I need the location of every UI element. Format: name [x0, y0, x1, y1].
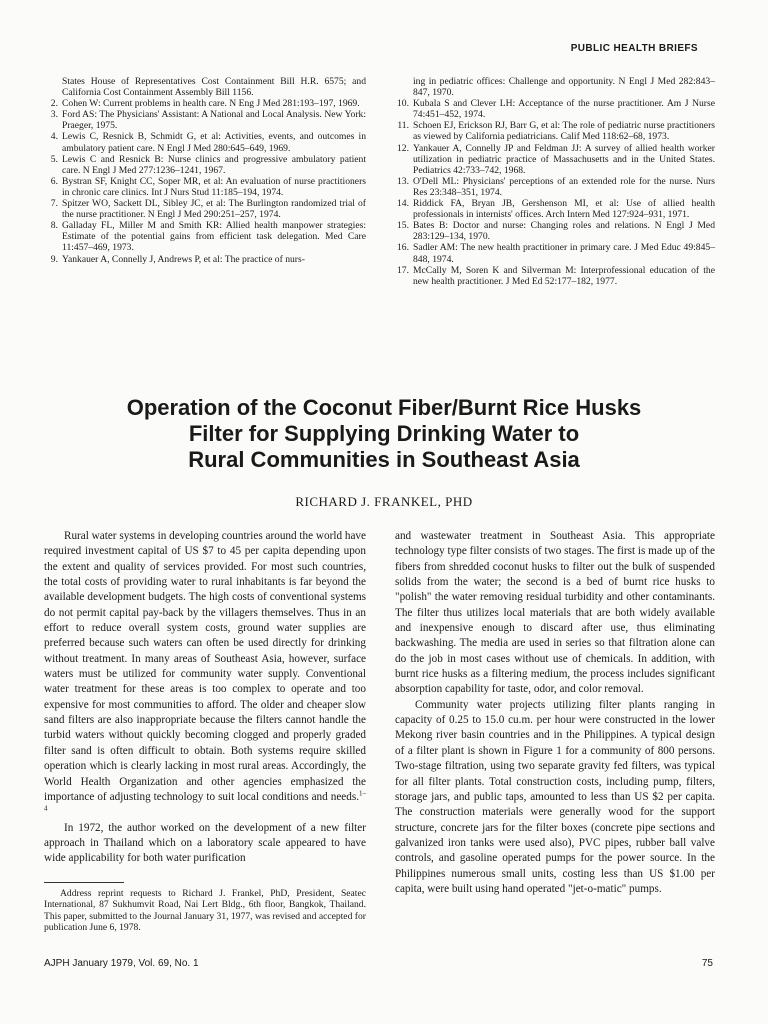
running-head: PUBLIC HEALTH BRIEFS — [570, 43, 698, 54]
reference-text: Ford AS: The Physicians' Assistant: A National and Local Analysis. New York: Praeger, 1975. — [62, 109, 366, 132]
reference-item — [44, 76, 366, 98]
reference-number: 6. — [50, 175, 58, 187]
reference-text: O'Dell ML: Physicians' perceptions of an extended role for the nurse. Nurs Res 23:348–351, 1974. — [413, 175, 715, 198]
reference-text: Yankauer A, Connelly JP and Feldman JJ: A survey of allied health worker utilization in pediatric practice of Massachusetts and in the United States. Pediatrics 42:733–742, 1968. — [413, 142, 715, 176]
reference-text: Cohen W: Current problems in health care. N Eng J Med 281:193–197, 1969. — [62, 98, 360, 110]
reference-number: 15. — [397, 220, 409, 232]
reference-text: Spitzer WO, Sackett DL, Sibley JC, et al: The Burlington randomized trial of the nurse practitioner. N Engl J Med 290:251–257, 1974. — [62, 198, 366, 221]
reference-item — [395, 198, 715, 220]
body-paragraph: In 1972, the author worked on the development of a new filter approach in Thailand which on a laboratory scale appeared to have wide applicability for both water purification — [44, 821, 366, 865]
reference-number: 11. — [397, 120, 409, 132]
body-paragraph: and wastewater treatment in Southeast Asia. This appropriate technology type filter consists of two stages. The first is made up of the fibers from shredded coconut husks to filter out the bulk of suspended solids from the water; the second is a bed of burnt rice husks to "polish" the water removing residual turbidity and other contaminants. The filter thus utilizes local materials that are both widely available and inexpensive enough to discard after use, thus eliminating backwashing. The media are used in series so that filtration alone can do the job in most cases without use of chemicals. In addition, with burnt rice husks as a filtering medium, the process includes significant absorption capability for taste, odor, and color removal. — [395, 530, 715, 696]
reference-number: 8. — [50, 220, 58, 232]
reference-text: Galladay FL, Miller M and Smith KR: Allied health manpower strategies: Estimate of the potential gains from efficient task delegation. Med Care 11:457–469, 1973. — [62, 220, 366, 254]
reference-number: 4. — [50, 131, 58, 143]
reference-number: 10. — [397, 98, 409, 110]
reference-item — [395, 76, 715, 98]
paragraph-text: Rural water systems in developing countries around the world have required investment capital of US $7 to 45 per capita depending upon the extent and quality of services provided. For most such countries, the total costs of providing water to rural inhabitants is far beyond the available development budgets. The high costs of conventional systems do not permit capital pay-back by the villagers themselves. Thus in an effort to reduce overall system costs, ground water supplies are preferred because such waters can often be used directly for drinking without treatment. In many areas of Southeast Asia, however, surface waters must be utilized for community water supply. Conventional water treatment for these areas is too complex to operate and too expensive for most communities to afford. The older and cheaper slow sand filters are also inappropriate because the filters cannot handle the turbid waters without quickly becoming clogged and properly graded filter sand is often difficult to obtain. Both systems require skilled operation which is clearly lacking in most rural areas. Accordingly, the World Health Organization and other agencies emphasized the importance of adjusting technology to suit local conditions and needs. — [44, 530, 366, 803]
reference-text: Bystran SF, Knight CC, Soper MR, et al: An evaluation of nurse practitioners in chronic care clinics. Int J Nurs Stud 11:185–194, 1974. — [62, 175, 366, 198]
reference-item — [395, 242, 715, 264]
citation-superscript: 1–4 — [44, 789, 366, 813]
article-title-line: Rural Communities in Southeast Asia — [188, 447, 580, 472]
reference-item — [44, 176, 366, 198]
reference-item — [395, 176, 715, 198]
references-left-column — [44, 76, 366, 265]
article-title — [70, 395, 698, 473]
reference-number: 12. — [397, 142, 409, 154]
body-paragraph — [44, 529, 366, 821]
body-column-right — [395, 529, 715, 897]
page-number: 75 — [701, 958, 713, 969]
body-column-left — [44, 529, 366, 867]
reference-item — [44, 98, 366, 109]
reference-text: Bates B: Doctor and nurse: Changing roles and relations. N Engl J Med 283:129–134, 1970. — [413, 220, 715, 243]
reference-number: 13. — [397, 175, 409, 187]
reference-item — [44, 198, 366, 220]
reference-item — [395, 265, 715, 287]
journal-citation: AJPH January 1979, Vol. 69, No. 1 — [44, 958, 199, 969]
reference-text: Sadler AM: The new health practitioner in primary care. J Med Educ 49:845–848, 1974. — [413, 242, 715, 265]
reference-number: 9. — [50, 253, 58, 265]
reference-text: Kubala S and Clever LH: Acceptance of the nurse practitioner. Am J Nurse 74:451–452, 1974. — [413, 98, 715, 121]
reference-item — [44, 154, 366, 176]
reference-text: McCally M, Soren K and Silverman M: Interprofessional education of the new health practitioner. J Med Ed 52:177–182, 1977. — [413, 264, 715, 287]
reference-item — [395, 220, 715, 242]
reference-item — [395, 98, 715, 120]
article-title-line: Operation of the Coconut Fiber/Burnt Rice Husks — [126, 395, 642, 420]
reference-item — [44, 109, 366, 131]
reference-item — [44, 254, 366, 265]
reference-text: Lewis C, Resnick B, Schmidt G, et al: Activities, events, and outcomes in ambulatory patient care. N Engl J Med 280:645–649, 1969. — [62, 131, 366, 154]
reference-item — [395, 143, 715, 176]
reference-item — [395, 120, 715, 142]
reference-number: 17. — [397, 264, 409, 276]
reference-text: ing in pediatric offices: Challenge and opportunity. N Engl J Med 282:843–847, 1970. — [413, 76, 715, 99]
article-author: RICHARD J. FRANKEL, PHD — [295, 494, 473, 509]
reference-text: Riddick FA, Bryan JB, Gershenson MI, et al: Use of allied health professionals in internists' offices. Arch Intern Med 127:924–931, 1971. — [413, 198, 715, 221]
reference-number: 5. — [50, 153, 58, 165]
reference-number: 7. — [50, 198, 58, 210]
reference-text: Lewis C and Resnick B: Nurse clinics and progressive ambulatory patient care. N Engl J Med 277:1236–1241, 1967. — [62, 153, 366, 176]
reference-item — [44, 131, 366, 153]
reference-number: 3. — [50, 109, 58, 121]
reference-text: Yankauer A, Connelly J, Andrews P, et al: The practice of nurs- — [62, 253, 305, 265]
article-title-line: Filter for Supplying Drinking Water to — [188, 421, 580, 446]
body-paragraph: Community water projects utilizing filter plants ranging in capacity of 0.25 to 15.0 cu.m. per hour were constructed in the lower Mekong river basin countries and in the Philippines. A typical design of a filter plant is shown in Figure 1 for a community of 800 persons. Two-stage filtration, using two separate gravity fed filters, was typical for all filter plants. Total construction costs, including pump, filters, storage jars, and public taps, amounted to less than US $2 per capita. The construction materials were generally wood for the support structure, concrete jars for the filter boxes (concrete pipe sections and galvanized iron tanks were used also), PVC pipes, rubber ball valve controls, and gasoline operated pumps for the power source. In the Philippines numerous small units, costing less than US $1.00 per capita, were built using hand operated "jet-o-matic" pumps. — [395, 698, 715, 895]
reference-number: 14. — [397, 198, 409, 210]
reference-text: States House of Representatives Cost Containment Bill H.R. 6575; and California Cost Containment Assembly Bill 1156. — [62, 76, 366, 99]
reference-text: Schoen EJ, Erickson RJ, Barr G, et al: The role of pediatric nurse practitioners as viewed by California pediatricians. Calif Med 118:62–68, 1973. — [413, 120, 715, 143]
footnote: Address reprint requests to Richard J. Frankel, PhD, President, Seatec International, 87 Sukhumvit Road, Nai Lert Bldg., 6th floor, Bangkok, Thailand. This paper, submitted to the Journal January 31, 1977, was revised and accepted for publication June 6, 1978. — [44, 888, 366, 933]
references-right-column — [395, 76, 715, 287]
reference-number: 16. — [397, 242, 409, 254]
footnote-divider — [44, 882, 124, 883]
reference-number: 2. — [50, 98, 58, 110]
reference-item — [44, 220, 366, 253]
